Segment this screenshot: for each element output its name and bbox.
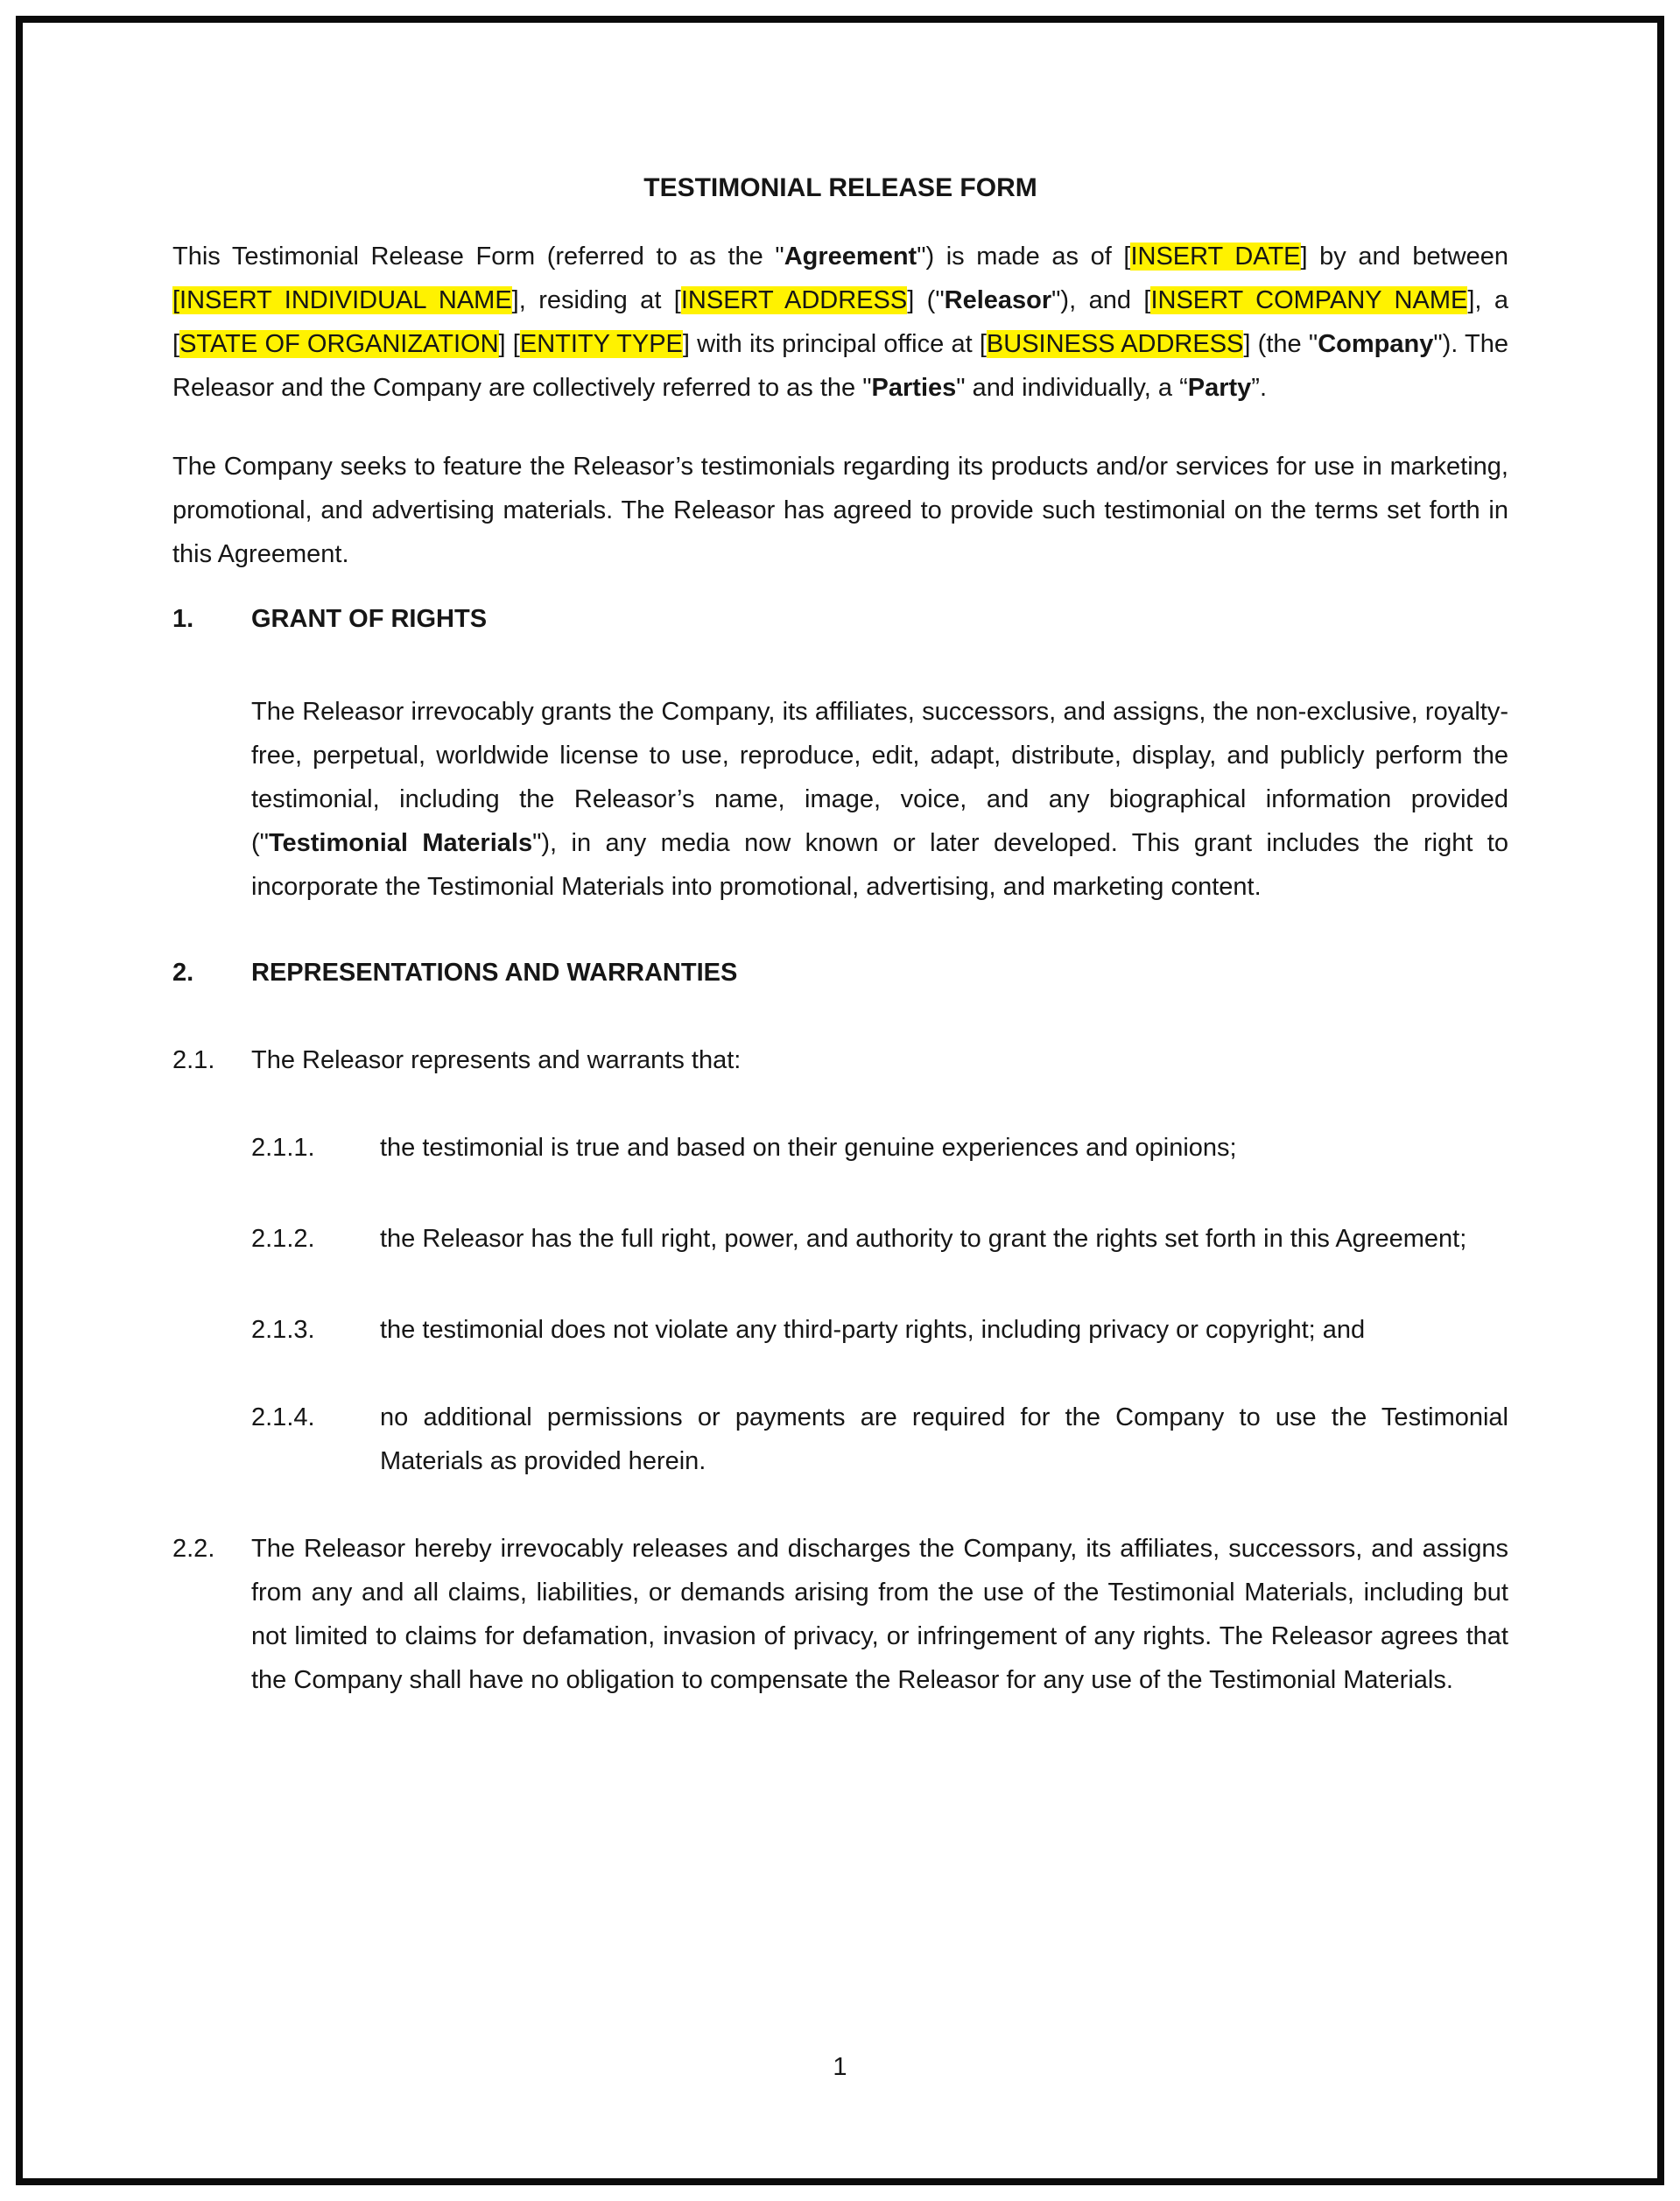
subclause-2-1-4-number: 2.1.4.	[251, 1403, 315, 1431]
clause-2-2-number: 2.2.	[172, 1535, 215, 1563]
subclause-2-1-2-number: 2.1.2.	[251, 1225, 315, 1253]
subclause-2-1-1	[251, 1126, 1508, 1170]
subclause-2-1-1-number: 2.1.1.	[251, 1134, 315, 1162]
subclause-2-1-3	[251, 1308, 1508, 1352]
clause-2-2-text: The Releasor hereby irrevocably releases and discharges the Company, its affiliates, successors, and assigns from any and all claims, liabilities, or demands arising from the use of the Testimonial Materials, including but not limited to claims for defamation, invasion of privacy, or infringement of any rights. The Releasor agrees that the Company shall have no obligation to compensate the Releasor for any use of the Testimonial Materials.	[251, 1535, 1508, 1694]
subclause-2-1-4	[251, 1396, 1508, 1483]
subclause-2-1-3-text: the testimonial does not violate any third-party rights, including privacy or copyright; and	[380, 1316, 1366, 1344]
subclause-2-1-2-text: the Releasor has the full right, power, and authority to grant the rights set forth in this Agreement;	[380, 1225, 1467, 1253]
section-1-number: 1.	[172, 605, 194, 633]
section-2-title: REPRESENTATIONS AND WARRANTIES	[251, 959, 738, 987]
subclause-2-1-2	[251, 1217, 1508, 1261]
section-1-body: The Releasor irrevocably grants the Company, its affiliates, successors, and assigns, the non-exclusive, royalty-free, perpetual, worldwide license to use, reproduce, edit, adapt, distribute, display, and publicly perform the testimonial, including the Releasor’s name, image, voice, and any biographical information provided ("Testimonial Materials"), in any media now known or later developed. This grant includes the right to incorporate the Testimonial Materials into promotional, advertising, and marketing content.	[251, 698, 1508, 901]
section-1-title: GRANT OF RIGHTS	[251, 605, 488, 633]
page-number: 1	[833, 2053, 847, 2081]
section-1-heading	[172, 597, 1508, 641]
clause-2-2	[172, 1527, 1508, 1702]
section-2-number: 2.	[172, 959, 194, 987]
purpose-paragraph: The Company seeks to feature the Releasor’s testimonials regarding its products and/or services for use in marketing, promotional, and advertising materials. The Releasor has agreed to provide such testimonial on the terms set forth in this Agreement.	[172, 453, 1508, 568]
clause-2-1	[172, 1038, 1508, 1082]
document-content	[172, 0, 1508, 1702]
document-title: TESTIMONIAL RELEASE FORM	[643, 173, 1037, 202]
intro-paragraph: This Testimonial Release Form (referred to as the "Agreement") is made as of [INSERT DATE] by and between [INSERT INDIVIDUAL NAME], residing at [INSERT ADDRESS] ("Releasor"), and [INSERT COMPANY NAME], a [STATE OF ORGANIZATION] [ENTITY TYPE] with its principal office at [BUSINESS ADDRESS] (the "Company"). The Releasor and the Company are collectively referred to as the "Parties" and individually, a “Party”.	[172, 243, 1509, 402]
subclause-2-1-3-number: 2.1.3.	[251, 1316, 315, 1344]
clause-2-1-text: The Releasor represents and warrants that:	[251, 1046, 742, 1074]
clause-2-1-number: 2.1.	[172, 1046, 215, 1074]
section-2-heading	[172, 951, 1508, 995]
subclause-2-1-1-text: the testimonial is true and based on their genuine experiences and opinions;	[380, 1134, 1237, 1162]
subclause-2-1-4-text: no additional permissions or payments are required for the Company to use the Testimonial Materials as provided herein.	[380, 1403, 1508, 1475]
